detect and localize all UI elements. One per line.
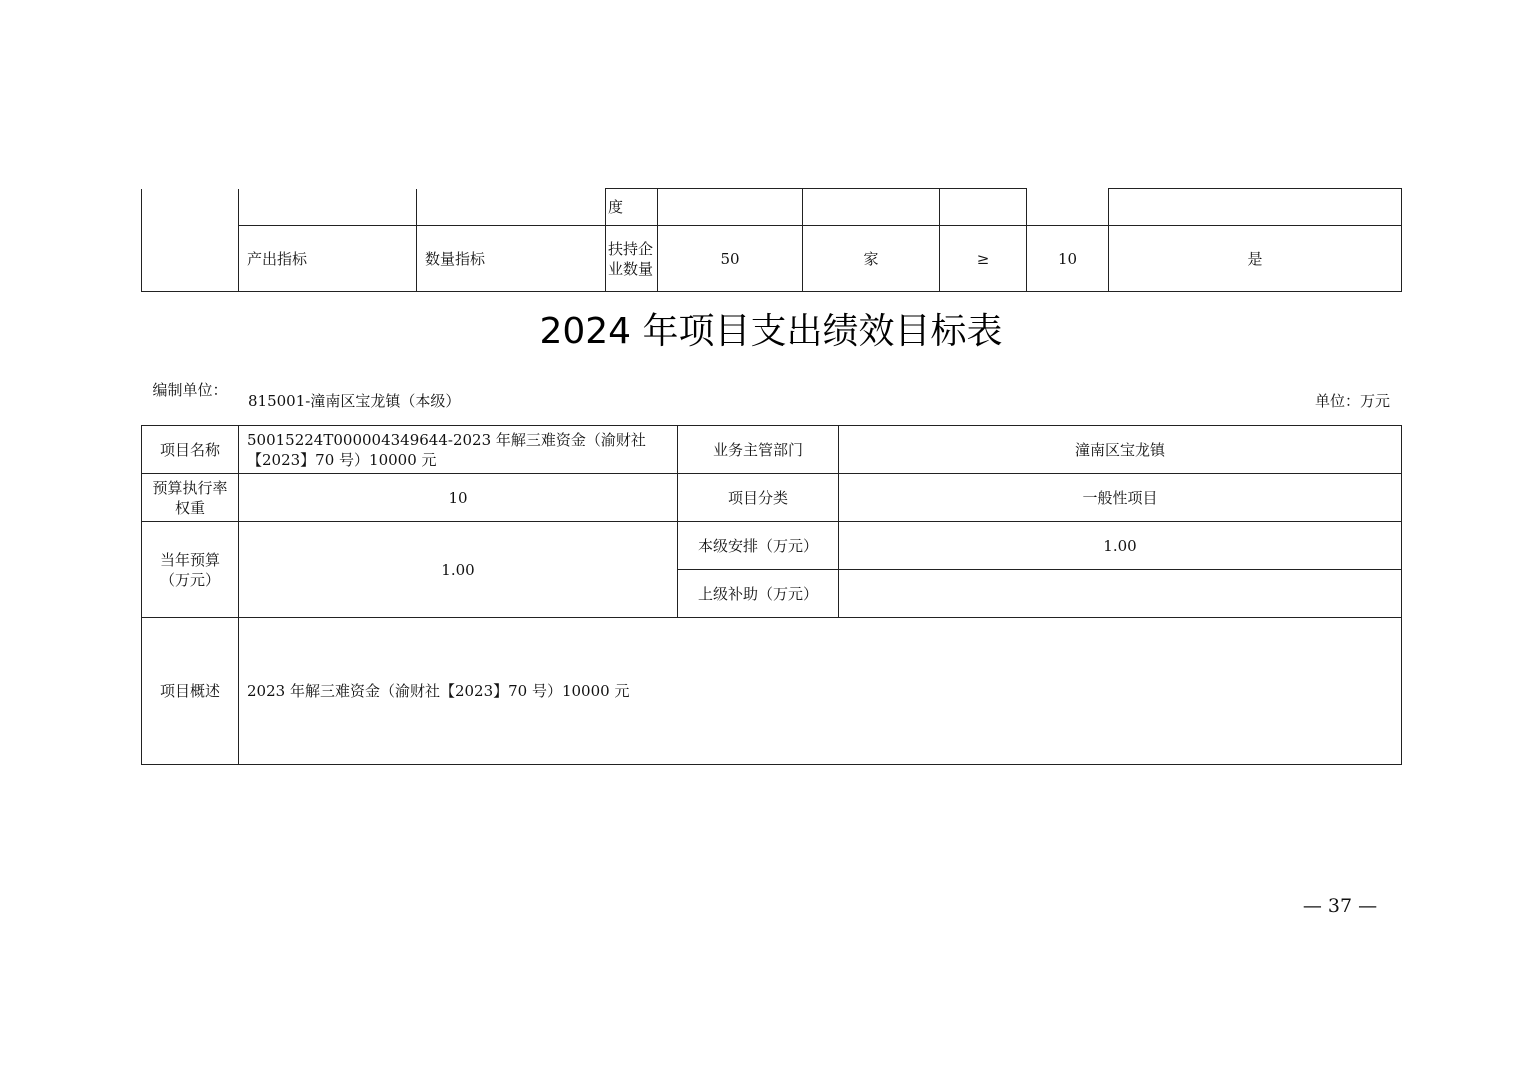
target-value-cell: 50 xyxy=(658,226,803,292)
operator-cell: ≥ xyxy=(940,226,1027,292)
page-title: 2024 年项目支出绩效目标表 xyxy=(539,311,1003,352)
unit-cell xyxy=(803,189,940,226)
compiling-unit-value: 815001-潼南区宝龙镇（本级） xyxy=(248,392,461,410)
compiling-unit-label: 编制单位： xyxy=(152,381,228,399)
exec-weight-value: 10 xyxy=(239,474,678,522)
previous-indicator-table xyxy=(141,188,1402,292)
continued-cell xyxy=(142,189,239,292)
local-arrangement-label: 本级安排（万元） xyxy=(678,522,839,570)
weight-cell xyxy=(1027,189,1109,226)
level2-indicator-cell: 数量指标 xyxy=(417,226,606,292)
operator-cell xyxy=(940,189,1027,226)
local-arrangement-value: 1.00 xyxy=(839,522,1402,570)
core-cell xyxy=(1109,189,1402,226)
department-label: 业务主管部门 xyxy=(678,426,839,474)
exec-weight-label: 预算执行率权重 xyxy=(142,474,239,522)
project-overview-label: 项目概述 xyxy=(142,618,239,765)
category-value: 一般性项目 xyxy=(839,474,1402,522)
page-number: — 37 — xyxy=(1302,895,1378,917)
unit-cell: 家 xyxy=(803,226,940,292)
annual-budget-value: 1.00 xyxy=(239,522,678,618)
continued-level1-cell xyxy=(239,189,417,226)
annual-budget-label: 当年预算（万元） xyxy=(142,522,239,618)
target-value-cell xyxy=(658,189,803,226)
superior-subsidy-value xyxy=(839,570,1402,618)
category-label: 项目分类 xyxy=(678,474,839,522)
project-name-label: 项目名称 xyxy=(142,426,239,474)
core-indicator-cell: 是 xyxy=(1109,226,1402,292)
continued-level2-cell xyxy=(417,189,606,226)
level1-indicator-cell: 产出指标 xyxy=(239,226,417,292)
weight-cell: 10 xyxy=(1027,226,1109,292)
performance-target-table xyxy=(141,425,1402,765)
indicator-name-cell: 扶持企业数量 xyxy=(606,226,658,292)
amount-unit-label: 单位：万元 xyxy=(1314,392,1390,410)
department-value: 潼南区宝龙镇 xyxy=(839,426,1402,474)
project-name-value: 50015224T000004349644-2023 年解三难资金（渝财社【2023】70 号）10000 元 xyxy=(239,426,678,474)
superior-subsidy-label: 上级补助（万元） xyxy=(678,570,839,618)
indicator-name-cell: 度 xyxy=(606,189,658,226)
project-overview-value: 2023 年解三难资金（渝财社【2023】70 号）10000 元 xyxy=(239,618,1402,765)
